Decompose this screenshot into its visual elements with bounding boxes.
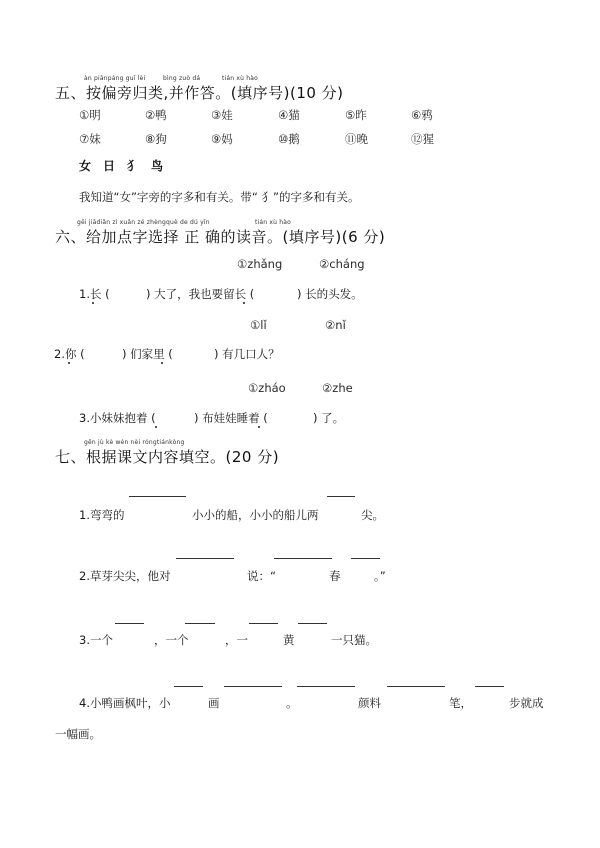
q7-4-last-line: 一幅画。 xyxy=(55,727,101,741)
q7-1-text-c: 尖。 xyxy=(361,508,384,522)
char-option-5: ⑤昨 xyxy=(345,108,367,122)
radical-niao: 鸟 xyxy=(151,159,164,173)
q7-2-text-c: 春 xyxy=(329,569,341,583)
char-option-10: ⑩鹅 xyxy=(278,132,300,146)
q1-text-c: ) 长的头发。 xyxy=(297,287,363,301)
radical-quan: 犭 xyxy=(127,159,140,173)
q7-1-blank-2[interactable] xyxy=(327,496,355,497)
q3-text-a: 3.小妹妹抱着 ( xyxy=(79,411,156,425)
q1-answer-blank-2[interactable] xyxy=(260,284,295,300)
section-6-pinyin-2: tián xù hào xyxy=(255,219,292,226)
q7-2-blank-3[interactable] xyxy=(351,558,380,559)
section-6-title: 六、给加点字选择 正 确的读音。(填序号)(6 分) xyxy=(55,228,386,246)
q7-1-blank-1[interactable] xyxy=(129,496,186,497)
q7-3-text-c: ，一 xyxy=(225,633,248,647)
section-5-title: 五、按偏旁归类,并作答。(填序号)(10 分) xyxy=(55,84,344,102)
q7-4-text-c: 。 xyxy=(286,696,298,710)
emphasis-dot xyxy=(243,302,245,304)
q7-4-text-f: 步就成 xyxy=(509,696,544,710)
q3-option-1: ①zháo xyxy=(248,381,286,395)
char-option-11: ⑪晚 xyxy=(345,132,368,146)
emphasis-dot xyxy=(155,426,157,428)
q7-4-blank-4[interactable] xyxy=(387,686,445,687)
q7-4-blank-5[interactable] xyxy=(475,686,504,687)
q7-4-text-d: 颜料 xyxy=(358,696,381,710)
q7-4-text-e: 笔， xyxy=(449,696,472,710)
q7-3-text-b: ，一个 xyxy=(154,633,189,647)
q7-3-blank-4[interactable] xyxy=(298,623,327,624)
radical-nv: 女 xyxy=(79,159,92,173)
section-5-pinyin-1: àn piānpáng guī lèi xyxy=(84,75,146,82)
q7-3-text-e: 一只猫。 xyxy=(331,633,377,647)
q2-text-a: 2.你 ( xyxy=(54,347,85,361)
q7-2-text-a: 2.草芽尖尖，他对 xyxy=(79,569,171,583)
char-option-7: ⑦妹 xyxy=(79,132,101,146)
q1-option-2: ②cháng xyxy=(319,257,365,271)
char-option-3: ③娃 xyxy=(211,108,233,122)
q2-text-c: ) 有几口人？ xyxy=(214,347,280,361)
q7-2-blank-2[interactable] xyxy=(274,558,332,559)
q1-option-1: ①zhǎng xyxy=(237,257,283,271)
q7-1-text-a: 1.弯弯的 xyxy=(79,508,125,522)
emphasis-dot xyxy=(68,362,70,364)
q7-4-blank-1[interactable] xyxy=(174,686,203,687)
q3-answer-blank-2[interactable] xyxy=(276,408,311,424)
q1-answer-blank-1[interactable] xyxy=(108,284,144,300)
q7-2-text-b: 说：“ xyxy=(247,569,276,583)
radical-ri: 日 xyxy=(103,159,116,173)
q3-text-b: ) 布娃娃睡着 ( xyxy=(194,411,268,425)
char-option-4: ④猫 xyxy=(278,108,300,122)
q3-option-2: ②zhe xyxy=(322,381,353,395)
section-5-pinyin-3: tián xù hào xyxy=(222,75,259,82)
section-6-pinyin-1: gěi jiādiǎn zì xuǎn zé zhèngquè de dú yīn xyxy=(77,219,210,226)
q7-4-blank-2[interactable] xyxy=(224,686,282,687)
q7-4-text-b: 画 xyxy=(208,696,220,710)
q7-4-text-a: 4.小鸭画枫叶，小 xyxy=(79,696,171,710)
char-option-6: ⑥鸦 xyxy=(411,108,433,122)
emphasis-dot xyxy=(92,302,94,304)
char-option-1: ①明 xyxy=(79,108,101,122)
char-option-12: ⑫猩 xyxy=(411,132,434,146)
q7-2-text-d: 。” xyxy=(374,569,386,583)
q2-answer-blank-2[interactable] xyxy=(176,344,212,360)
section-5-pinyin-2: bìng zuò dá xyxy=(163,75,201,82)
q1-text-b: ) 大了，我也要留长 ( xyxy=(146,287,255,301)
q2-answer-blank-1[interactable] xyxy=(84,344,120,360)
q7-3-text-a: 3.一个 xyxy=(79,633,113,647)
q7-1-text-b: 小小的船，小小的船儿两 xyxy=(192,508,319,522)
char-option-2: ②鸭 xyxy=(145,108,167,122)
q7-3-blank-2[interactable] xyxy=(185,623,215,624)
section-5-statement: 我知道“女”字旁的字多和有关。带“ 犭”的字多和有关。 xyxy=(79,190,360,204)
q7-3-text-d: 黄 xyxy=(283,633,295,647)
q7-4-blank-3[interactable] xyxy=(297,686,355,687)
q2-option-2: ②nǐ xyxy=(325,318,346,332)
q7-3-blank-3[interactable] xyxy=(249,623,278,624)
q2-text-b: ) 们家里 ( xyxy=(122,347,173,361)
q1-text-a: 1.长 ( xyxy=(79,287,110,301)
q7-3-blank-1[interactable] xyxy=(115,623,144,624)
emphasis-dot xyxy=(258,426,260,428)
q7-2-blank-1[interactable] xyxy=(176,558,234,559)
char-option-9: ⑨妈 xyxy=(211,132,233,146)
q3-answer-blank-1[interactable] xyxy=(158,408,192,424)
q3-text-c: ) 了。 xyxy=(313,411,345,425)
section-7-title: 七、根据课文内容填空。(20 分) xyxy=(55,448,280,466)
q2-option-1: ①lǐ xyxy=(250,318,267,332)
section-7-pinyin: gēn jù kè wén nèi róngtiánkòng xyxy=(84,439,185,446)
char-option-8: ⑧狗 xyxy=(145,132,167,146)
emphasis-dot xyxy=(161,362,163,364)
